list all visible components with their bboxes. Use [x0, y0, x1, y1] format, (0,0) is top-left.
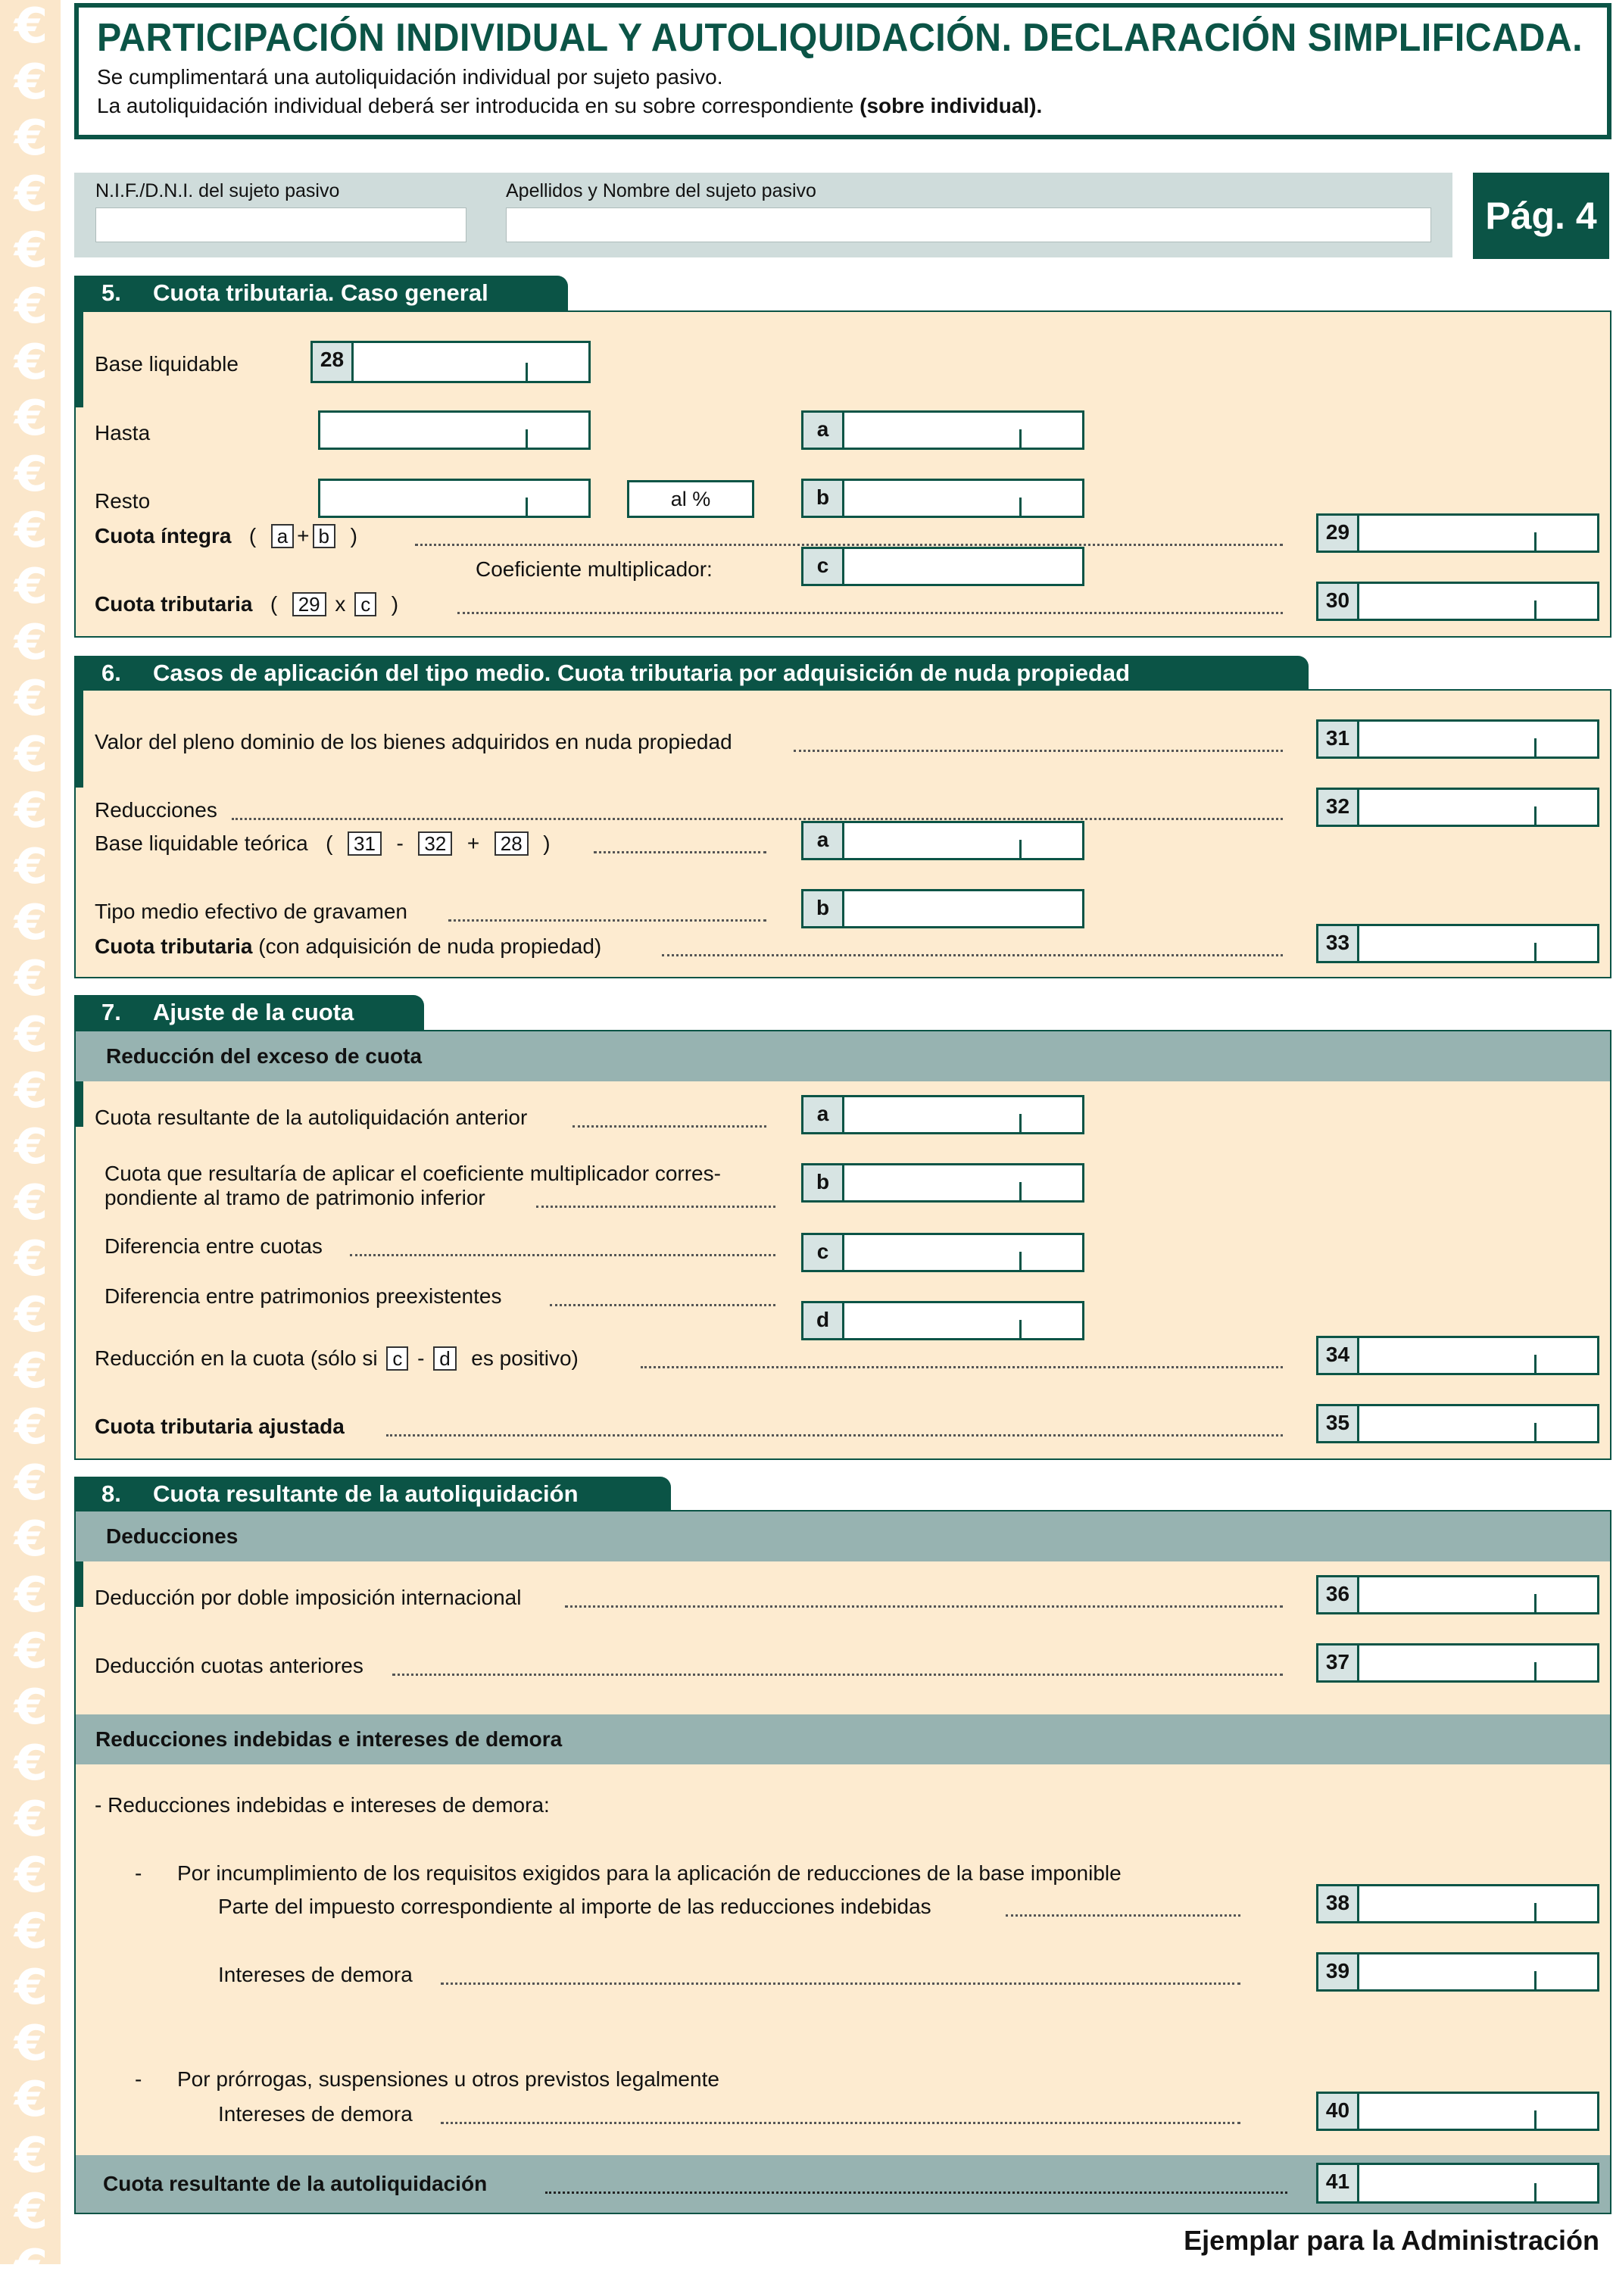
box-39[interactable]: 39 — [1316, 1952, 1599, 1992]
euro-icon: € — [14, 1343, 48, 1399]
box-30[interactable]: 30 — [1316, 582, 1599, 621]
box-35[interactable]: 35 — [1316, 1404, 1599, 1443]
valor-pleno-dominio-label: Valor del pleno dominio de los bienes adquiridos en nuda propiedad — [95, 730, 732, 753]
leader-dots — [232, 818, 1283, 820]
euro-icon: € — [14, 1399, 48, 1455]
euro-icon: € — [14, 559, 48, 615]
leader-dots — [594, 851, 766, 853]
leader-dots — [415, 544, 1283, 546]
box-7b[interactable]: b — [801, 1163, 1084, 1203]
leader-dots — [550, 1304, 775, 1306]
taxpayer-id-bar — [74, 173, 1452, 257]
intereses-demora-label: Intereses de demora — [218, 1963, 413, 1986]
coeficiente-label: Coeficiente multiplicador: — [476, 557, 713, 581]
hasta-field[interactable] — [318, 410, 591, 450]
leader-dots — [573, 1125, 766, 1128]
tipo-medio-label: Tipo medio efectivo de gravamen — [95, 900, 407, 923]
cuota-ajustada-label: Cuota tributaria ajustada — [95, 1415, 345, 1438]
box-5b[interactable]: b — [801, 479, 1084, 518]
euro-icon: € — [14, 1511, 48, 1568]
euro-icon: € — [14, 279, 48, 335]
leader-dots — [386, 1434, 1283, 1437]
reducciones-label: Reducciones — [95, 798, 217, 822]
incumplimiento-label: Por incumplimiento de los requisitos exigidos para la aplicación de reducciones de la base imponible — [177, 1861, 1122, 1885]
section-5-tab: 5. Cuota tributaria. Caso general — [74, 276, 568, 310]
euro-icon: € — [14, 1455, 48, 1511]
box-29[interactable]: 29 — [1316, 513, 1599, 553]
leader-dots — [448, 919, 766, 922]
section-7-accent — [74, 1081, 83, 1127]
box-5c[interactable]: c — [801, 547, 1084, 586]
box-6b[interactable]: b — [801, 889, 1084, 928]
euro-icon: € — [14, 335, 48, 391]
reducciones-intro-label: - Reducciones indebidas e intereses de demora: — [95, 1793, 550, 1817]
euro-icon: € — [14, 1848, 48, 1904]
box-34[interactable]: 34 — [1316, 1336, 1599, 1375]
dash-1: - — [135, 1861, 142, 1885]
leader-dots — [441, 1982, 1240, 1985]
box-41[interactable]: 41 — [1316, 2163, 1599, 2204]
box-33[interactable]: 33 — [1316, 924, 1599, 963]
euro-icon: € — [14, 1960, 48, 2016]
euro-icon: € — [14, 2184, 48, 2240]
cuota-integra-row: Cuota íntegra ( a + b ) — [95, 524, 357, 547]
resto-label: Resto — [95, 489, 151, 513]
section-6-accent — [74, 689, 83, 788]
section-5-accent — [74, 310, 83, 407]
euro-icon: € — [14, 1904, 48, 1960]
base-liquidable-label: Base liquidable — [95, 352, 239, 376]
box-36[interactable]: 36 — [1316, 1575, 1599, 1614]
form-title: PARTICIPACIÓN INDIVIDUAL Y AUTOLIQUIDACIÓN. DECLARACIÓN SIMPLIFICADA. — [97, 16, 1583, 60]
euro-icon: € — [14, 783, 48, 839]
euro-icon: € — [14, 671, 48, 727]
section-8-tab: 8. Cuota resultante de la autoliquidación — [74, 1477, 671, 1511]
leader-dots — [536, 1206, 775, 1208]
cuota-coeficiente-label-1: Cuota que resultaría de aplicar el coeficiente multiplicador corres- — [105, 1162, 721, 1185]
euro-pattern-sidebar — [0, 0, 61, 2296]
euro-icon: € — [14, 2072, 48, 2128]
cuota-nuda-propiedad-label: Cuota tributaria (con adquisición de nuda propiedad) — [95, 934, 602, 958]
deducciones-subheader: Deducciones — [76, 1511, 1610, 1561]
cuota-anterior-label: Cuota resultante de la autoliquidación anterior — [95, 1106, 528, 1129]
euro-icon: € — [14, 1568, 48, 1624]
diferencia-patrimonios-label: Diferencia entre patrimonios preexistentes — [105, 1284, 502, 1308]
euro-icon: € — [14, 503, 48, 559]
percentage-field[interactable]: al % — [627, 480, 754, 518]
euro-icon: € — [14, 0, 48, 55]
leader-dots — [1006, 1914, 1240, 1917]
resto-field[interactable] — [318, 479, 591, 518]
euro-icon: € — [14, 951, 48, 1007]
dash-2: - — [135, 2067, 142, 2091]
cuota-resultante-label: Cuota resultante de la autoliquidación — [103, 2172, 488, 2195]
leader-dots — [662, 954, 1283, 956]
euro-icon: € — [14, 1007, 48, 1063]
intereses-demora-2-label: Intereses de demora — [218, 2102, 413, 2126]
leader-dots — [441, 2122, 1240, 2124]
nif-label: N.I.F./D.N.I. del sujeto pasivo — [95, 180, 340, 201]
euro-icon: € — [14, 447, 48, 503]
nif-field[interactable] — [95, 207, 466, 242]
euro-icon: € — [14, 727, 48, 783]
hasta-label: Hasta — [95, 421, 151, 445]
box-38[interactable]: 38 — [1316, 1884, 1599, 1923]
cuota-coeficiente-label-2: pondiente al tramo de patrimonio inferior — [105, 1186, 485, 1209]
section-6-tab: 6. Casos de aplicación del tipo medio. Cuota tributaria por adquisición de nuda propiedad — [74, 656, 1309, 691]
euro-icon: € — [14, 1231, 48, 1287]
euro-icon: € — [14, 1736, 48, 1792]
section-7-tab: 7. Ajuste de la cuota — [74, 995, 424, 1030]
leader-dots — [565, 1605, 1283, 1608]
box-31[interactable]: 31 — [1316, 719, 1599, 759]
box-7d[interactable]: d — [801, 1301, 1084, 1340]
euro-icon: € — [14, 1119, 48, 1175]
footer-copy-label: Ejemplar para la Administración — [1184, 2225, 1599, 2256]
diferencia-cuotas-label: Diferencia entre cuotas — [105, 1234, 323, 1258]
euro-icon: € — [14, 1175, 48, 1231]
euro-icon: € — [14, 2016, 48, 2072]
euro-icon: € — [14, 1680, 48, 1736]
name-label: Apellidos y Nombre del sujeto pasivo — [506, 180, 816, 201]
euro-icon: € — [14, 2240, 48, 2296]
cuota-tributaria-row: Cuota tributaria ( 29 x c ) — [95, 592, 399, 616]
euro-icon: € — [14, 111, 48, 167]
header-instruction-2: La autoliquidación individual deberá ser introducida en su sobre correspondiente (sobre individual). — [97, 94, 1043, 117]
page-number-badge: Pág. 4 — [1473, 173, 1609, 259]
leader-dots — [457, 612, 1283, 614]
euro-icon: € — [14, 1287, 48, 1343]
reduccion-exceso-subheader: Reducción del exceso de cuota — [76, 1031, 1610, 1081]
cuotas-anteriores-label: Deducción cuotas anteriores — [95, 1654, 363, 1677]
parte-impuesto-label: Parte del impuesto correspondiente al importe de las reducciones indebidas — [218, 1895, 931, 1918]
euro-icon: € — [14, 1624, 48, 1680]
header-instruction-1: Se cumplimentará una autoliquidación individual por sujeto pasivo. — [97, 65, 723, 89]
box-5a[interactable]: a — [801, 410, 1084, 450]
euro-icon: € — [14, 895, 48, 951]
reduccion-cuota-row: Reducción en la cuota (sólo si c - d es positivo) — [95, 1346, 579, 1370]
box-6a[interactable]: a — [801, 821, 1084, 860]
euro-icon: € — [14, 167, 48, 223]
leader-dots — [545, 2191, 1287, 2194]
name-field[interactable] — [506, 207, 1431, 242]
form-header — [74, 3, 1611, 139]
reducciones-indebidas-subheader: Reducciones indebidas e intereses de demora — [76, 1714, 1610, 1764]
box-37[interactable]: 37 — [1316, 1643, 1599, 1683]
leader-dots — [794, 750, 1283, 752]
euro-icon: € — [14, 223, 48, 279]
euro-icon: € — [14, 1063, 48, 1119]
euro-icon: € — [14, 1792, 48, 1848]
prorrogas-label: Por prórrogas, suspensiones u otros previstos legalmente — [177, 2067, 719, 2091]
leader-dots — [350, 1254, 775, 1256]
euro-icon: € — [14, 839, 48, 895]
leader-dots — [392, 1674, 1283, 1676]
box-32[interactable]: 32 — [1316, 788, 1599, 827]
box-7a[interactable]: a — [801, 1095, 1084, 1134]
box-7c[interactable]: c — [801, 1233, 1084, 1272]
leader-dots — [641, 1366, 1283, 1368]
doble-imposicion-label: Deducción por doble imposición internacional — [95, 1586, 522, 1609]
euro-icon: € — [14, 391, 48, 447]
euro-icon: € — [14, 615, 48, 671]
section-8-accent — [74, 1561, 83, 1607]
euro-icon: € — [14, 55, 48, 111]
euro-icon: € — [14, 2128, 48, 2184]
box-28[interactable]: 28 — [310, 341, 591, 383]
box-40[interactable]: 40 — [1316, 2092, 1599, 2131]
base-liquidable-teorica-row: Base liquidable teórica ( 31 - 32 + 28 ) — [95, 831, 551, 855]
